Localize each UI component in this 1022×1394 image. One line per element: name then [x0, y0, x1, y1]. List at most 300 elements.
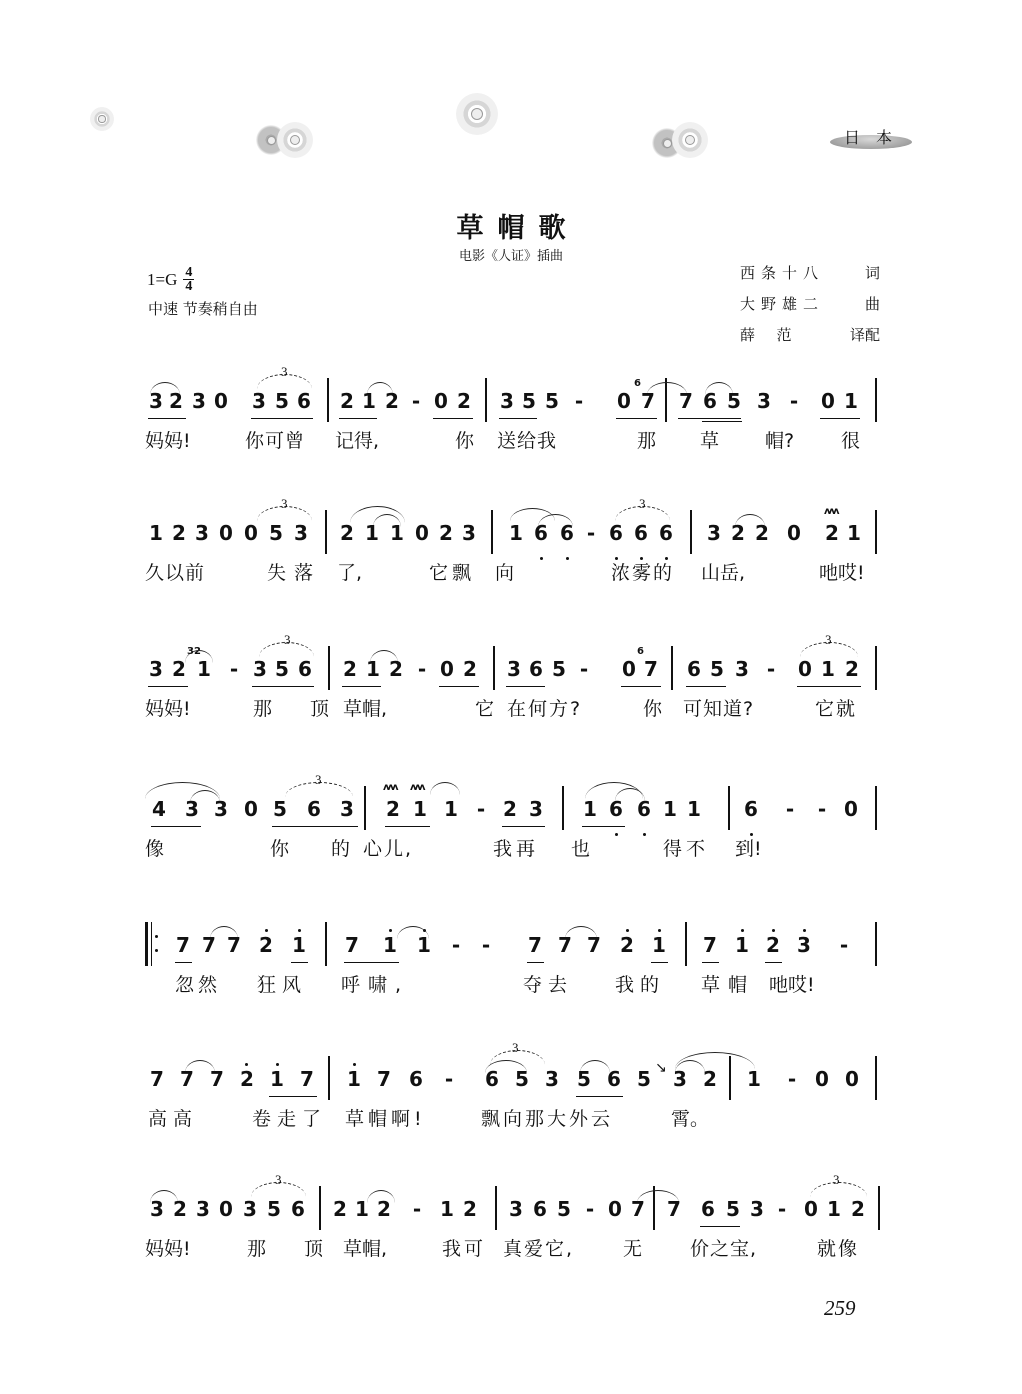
note: 2 — [825, 521, 839, 545]
triplet-number: 3 — [833, 1172, 840, 1187]
note: 2 — [259, 933, 273, 957]
note: 2 — [439, 521, 453, 545]
barline — [495, 1186, 497, 1230]
note: 0 — [214, 389, 228, 413]
note: 7 — [210, 1067, 224, 1091]
barline — [690, 510, 692, 554]
note: 5 — [726, 1197, 740, 1221]
lyric: 久以前 — [145, 562, 206, 584]
note: 1 — [347, 1067, 361, 1091]
country-tag-label: 日本 — [843, 128, 908, 147]
note: 3 — [149, 657, 163, 681]
note: 5 — [273, 797, 287, 821]
note: 5 — [275, 389, 289, 413]
note: 7 — [703, 933, 717, 957]
note: 6 — [529, 657, 543, 681]
note: 3 — [757, 389, 771, 413]
note: 3 — [673, 1067, 687, 1091]
note: 1 — [821, 657, 835, 681]
note: 5 — [577, 1067, 591, 1091]
note: 3 — [340, 797, 354, 821]
note: 3 — [509, 1197, 523, 1221]
lyric: 也 — [571, 838, 591, 860]
lyric: 向 — [495, 562, 515, 584]
note: 3 — [294, 521, 308, 545]
barline — [671, 646, 673, 690]
note: 1 — [366, 657, 380, 681]
lyric: 真爱它, — [503, 1238, 575, 1260]
underline-beam — [439, 686, 479, 687]
slur — [185, 1060, 215, 1073]
slur — [647, 382, 687, 395]
slur — [637, 1190, 679, 1203]
note: 3 — [797, 933, 811, 957]
note: 2 — [389, 657, 403, 681]
note: 5 — [545, 389, 559, 413]
lyric: 我可 — [442, 1238, 487, 1260]
note: 6 — [533, 1197, 547, 1221]
underline-beam — [385, 826, 430, 827]
underline-beam — [765, 962, 782, 963]
flower-icon — [277, 122, 313, 158]
note: 2 — [845, 657, 859, 681]
slur — [397, 926, 429, 939]
lyric: 霄。 — [671, 1108, 710, 1130]
underline-beam — [344, 962, 399, 963]
note: 0 — [434, 389, 448, 413]
underline-beam — [702, 421, 742, 422]
note: - — [777, 1197, 787, 1221]
note: - — [229, 657, 239, 681]
note: 1 — [509, 521, 523, 545]
note: 6 — [485, 1067, 499, 1091]
note: 2 — [343, 657, 357, 681]
note: 3 — [545, 1067, 559, 1091]
note: 7 — [180, 1067, 194, 1091]
grace-note: 6 — [637, 646, 644, 657]
slur — [370, 650, 398, 663]
note: - — [481, 933, 491, 957]
barline — [875, 786, 877, 830]
lyric: 顶 — [310, 698, 330, 720]
note: 1 — [847, 521, 861, 545]
note: 7 — [644, 657, 658, 681]
note: 3 — [149, 389, 163, 413]
note: 5 — [269, 521, 283, 545]
lyric: 山岳, — [701, 562, 746, 584]
underline-beam — [686, 686, 726, 687]
note: 2 — [385, 389, 399, 413]
underline-beam — [700, 1226, 740, 1227]
lyric: 呼啸, — [341, 974, 410, 996]
triplet-number: 3 — [825, 632, 832, 647]
note: 0 — [804, 1197, 818, 1221]
barline — [491, 510, 493, 554]
notes — [145, 1172, 880, 1222]
lyric: 吔哎! — [769, 974, 815, 996]
note: 6 — [307, 797, 321, 821]
note: - — [586, 521, 596, 545]
credit-translator: 薛 范 译配 — [740, 326, 880, 344]
underline-beam — [582, 826, 625, 827]
barline — [328, 1056, 330, 1100]
barline — [364, 786, 366, 830]
note: 2 — [755, 521, 769, 545]
lyrics — [145, 834, 880, 858]
page-number: 259 — [824, 1296, 856, 1320]
underline-beam — [148, 418, 186, 419]
underline-beam — [151, 826, 201, 827]
note: 3 — [735, 657, 749, 681]
note: 3 — [150, 1197, 164, 1221]
lyric: 可知道? — [683, 698, 755, 720]
note: 6 — [703, 389, 717, 413]
note: 0 — [617, 389, 631, 413]
lyric: 失落 — [267, 562, 322, 584]
note: 2 — [340, 521, 354, 545]
score-row-6 — [145, 1040, 880, 1130]
note: 2 — [503, 797, 517, 821]
note: - — [817, 797, 827, 821]
lyric: 像 — [145, 838, 165, 860]
note: 0 — [815, 1067, 829, 1091]
slur — [675, 1052, 755, 1069]
underline-beam — [820, 418, 860, 419]
trill-mark: ʌʌʌ — [824, 506, 838, 517]
barline — [875, 510, 877, 554]
note: 1 — [747, 1067, 761, 1091]
note: 7 — [345, 933, 359, 957]
octave-dot — [803, 929, 806, 932]
octave-dot — [265, 929, 268, 932]
note: 1 — [417, 933, 431, 957]
flower-icon — [672, 122, 708, 158]
score-row-5 — [145, 912, 880, 996]
note: 2 — [463, 657, 477, 681]
triplet-number: 3 — [275, 1172, 282, 1187]
note: 7 — [377, 1067, 391, 1091]
barline — [875, 922, 877, 966]
note: 6 — [291, 1197, 305, 1221]
note: - — [451, 933, 461, 957]
barline — [875, 1056, 877, 1100]
barline — [327, 378, 329, 422]
slur — [210, 926, 238, 939]
note: 6 — [607, 1067, 621, 1091]
note: 0 — [845, 1067, 859, 1091]
lyrics — [145, 1234, 880, 1258]
lyric: 它 — [475, 698, 495, 720]
note: 0 — [622, 657, 636, 681]
note: 7 — [202, 933, 216, 957]
lyric: 顶 — [304, 1238, 324, 1260]
note: 2 — [851, 1197, 865, 1221]
barline — [728, 786, 730, 830]
note: 0 — [244, 521, 258, 545]
note: 3 — [196, 1197, 210, 1221]
lyric: 记得, — [335, 430, 380, 452]
note: 2 — [377, 1197, 391, 1221]
note: 3 — [214, 797, 228, 821]
underline-beam — [272, 826, 358, 827]
underline-beam — [678, 418, 741, 419]
note: - — [789, 389, 799, 413]
note: 1 — [365, 521, 379, 545]
note: 2 — [386, 797, 400, 821]
note: - — [839, 933, 849, 957]
barline — [493, 646, 495, 690]
note: 2 — [240, 1067, 254, 1091]
note: 7 — [300, 1067, 314, 1091]
note: - — [579, 657, 589, 681]
note: 6 — [634, 521, 648, 545]
note: 7 — [558, 933, 572, 957]
score-row-4 — [145, 772, 880, 860]
barline — [685, 922, 687, 966]
lyric: 帽? — [765, 430, 795, 452]
lyric: 心儿, — [363, 838, 414, 860]
score-row-2 — [145, 496, 880, 584]
note: 7 — [631, 1197, 645, 1221]
octave-dot — [298, 929, 301, 932]
note: 6 — [637, 797, 651, 821]
underline-beam — [502, 826, 545, 827]
note: 0 — [798, 657, 812, 681]
lyric: 你 — [643, 698, 663, 720]
underline-beam — [339, 418, 377, 419]
note: 6 — [560, 521, 574, 545]
slur — [150, 1190, 178, 1203]
lyric: 你可曾 — [245, 430, 306, 452]
lyric: 你 — [270, 838, 290, 860]
note: 5 — [515, 1067, 529, 1091]
octave-dot — [741, 929, 744, 932]
slur — [367, 382, 393, 395]
note: 5 — [552, 657, 566, 681]
note: - — [585, 1197, 595, 1221]
note: 5 — [557, 1197, 571, 1221]
octave-dot — [658, 929, 661, 932]
lyric: 草帽, — [343, 1238, 388, 1260]
lyric: 忽然 — [175, 974, 222, 996]
underline-beam — [616, 418, 657, 419]
slur — [150, 382, 180, 395]
slur — [705, 382, 733, 395]
country-tag — [830, 125, 912, 149]
lyric: 高高 — [148, 1108, 199, 1130]
note: 1 — [413, 797, 427, 821]
credit-lyricist: 西条十八 词 — [740, 264, 880, 282]
note: 2 — [731, 521, 745, 545]
triplet-number: 3 — [315, 772, 322, 787]
note: 0 — [415, 521, 429, 545]
lyric: 草 — [700, 430, 720, 452]
lyrics — [145, 694, 880, 718]
triplet-number: 3 — [639, 496, 646, 511]
note: 6 — [609, 521, 623, 545]
underline-beam — [433, 418, 473, 419]
lyric: 我的 — [615, 974, 666, 996]
score-row-3 — [145, 632, 880, 720]
note: - — [444, 1067, 454, 1091]
note: 3 — [243, 1197, 257, 1221]
note: 3 — [529, 797, 543, 821]
lyric: 妈妈! — [145, 430, 191, 452]
note: 1 — [827, 1197, 841, 1221]
note: 6 — [297, 389, 311, 413]
barline — [325, 922, 327, 966]
note: 2 — [172, 657, 186, 681]
notes — [145, 1040, 880, 1092]
note: 0 — [844, 797, 858, 821]
notes — [145, 772, 880, 822]
note: 1 — [383, 933, 397, 957]
note: 5 — [637, 1067, 651, 1091]
song-title: 草帽歌 — [456, 213, 580, 244]
note: - — [785, 797, 795, 821]
note: 2 — [463, 1197, 477, 1221]
underline-beam — [797, 686, 861, 687]
octave-dot — [389, 929, 392, 932]
credit-composer: 大野雄二 曲 — [740, 295, 880, 313]
note: 7 — [528, 933, 542, 957]
underline-beam — [175, 962, 192, 963]
note: 3 — [462, 521, 476, 545]
grace-note: 32 — [187, 646, 201, 657]
slur — [430, 782, 460, 795]
note: - — [787, 1067, 797, 1091]
underline-beam — [651, 962, 668, 963]
lyric: 妈妈! — [145, 698, 191, 720]
note: 3 — [253, 657, 267, 681]
note: 1 — [355, 1197, 369, 1221]
triplet-number: 3 — [512, 1040, 519, 1055]
slur — [185, 650, 213, 663]
score-row-7 — [145, 1172, 880, 1260]
barline — [875, 646, 877, 690]
note: 6 — [701, 1197, 715, 1221]
underline-beam — [251, 418, 313, 419]
note: 3 — [500, 389, 514, 413]
trill-mark: ʌʌʌ — [410, 782, 424, 793]
octave-dot — [245, 1063, 248, 1066]
note: 1 — [362, 389, 376, 413]
grace-note: 6 — [634, 378, 641, 389]
octave-dot — [276, 1063, 279, 1066]
flower-icon — [90, 107, 114, 131]
note: 2 — [172, 521, 186, 545]
octave-dot — [353, 1063, 356, 1066]
octave-dot — [626, 929, 629, 932]
note: - — [417, 657, 427, 681]
note: 1 — [292, 933, 306, 957]
lyric: 那 — [637, 430, 657, 452]
note: 0 — [219, 1197, 233, 1221]
slur — [580, 1060, 610, 1073]
note: 6 — [409, 1067, 423, 1091]
underline-beam — [342, 686, 381, 687]
note: 5 — [267, 1197, 281, 1221]
barline — [875, 378, 877, 422]
lyrics — [145, 426, 880, 450]
note: 3 — [507, 657, 521, 681]
note: 1 — [663, 797, 677, 821]
note: 5 — [727, 389, 741, 413]
note: - — [476, 797, 486, 821]
lyric: 吔哎! — [819, 562, 865, 584]
note: 1 — [687, 797, 701, 821]
underline-beam — [269, 1096, 317, 1097]
note: 1 — [652, 933, 666, 957]
time-signature-bottom: 4 — [185, 279, 193, 294]
note: 7 — [150, 1067, 164, 1091]
note: 0 — [219, 521, 233, 545]
note: 3 — [195, 521, 209, 545]
lyric: 飘向那大外云 — [481, 1108, 614, 1130]
credits — [740, 262, 880, 355]
lyric: 草帽啊! — [345, 1108, 426, 1130]
note: 2 — [169, 389, 183, 413]
note: 7 — [587, 933, 601, 957]
underline-beam — [506, 686, 545, 687]
note: 6 — [534, 521, 548, 545]
note: 2 — [333, 1197, 347, 1221]
note: - — [411, 389, 421, 413]
note: 3 — [750, 1197, 764, 1221]
octave-dot — [772, 929, 775, 932]
lyric: 夺去 — [523, 974, 574, 996]
lyric: 妈妈! — [145, 1238, 191, 1260]
slur — [565, 926, 597, 939]
lyric: 很 — [841, 430, 861, 452]
note: 3 — [252, 389, 266, 413]
lyric: 草帽 — [701, 974, 756, 996]
lyric: 了, — [337, 562, 363, 584]
lyric: 到! — [735, 838, 762, 860]
lyric: 在何方? — [507, 698, 583, 720]
lyric: 那 — [253, 698, 273, 720]
lyric: 你 — [455, 430, 475, 452]
notes — [145, 632, 880, 682]
barline — [325, 510, 327, 554]
note: 0 — [821, 389, 835, 413]
note: 2 — [766, 933, 780, 957]
trill-mark: ʌʌʌ — [383, 782, 397, 793]
triplet-number: 3 — [284, 632, 291, 647]
note: 4 — [152, 797, 166, 821]
note: 6 — [298, 657, 312, 681]
underline-beam — [527, 962, 544, 963]
note: 7 — [667, 1197, 681, 1221]
slur — [367, 1190, 395, 1203]
note: 2 — [620, 933, 634, 957]
time-signature — [183, 266, 194, 293]
underline-beam — [576, 1096, 623, 1097]
lyric: 它就 — [815, 698, 858, 720]
lyric: 送给我 — [497, 430, 558, 452]
note: 6 — [687, 657, 701, 681]
song-subtitle: 电影《人证》插曲 — [458, 249, 563, 264]
time-signature-top: 4 — [185, 265, 193, 280]
underline-beam — [499, 418, 537, 419]
note: 3 — [707, 521, 721, 545]
note: 1 — [583, 797, 597, 821]
note: 3 — [185, 797, 199, 821]
notes — [145, 496, 880, 546]
note: - — [574, 389, 584, 413]
note: 1 — [440, 1197, 454, 1221]
score-row-1 — [145, 364, 880, 452]
